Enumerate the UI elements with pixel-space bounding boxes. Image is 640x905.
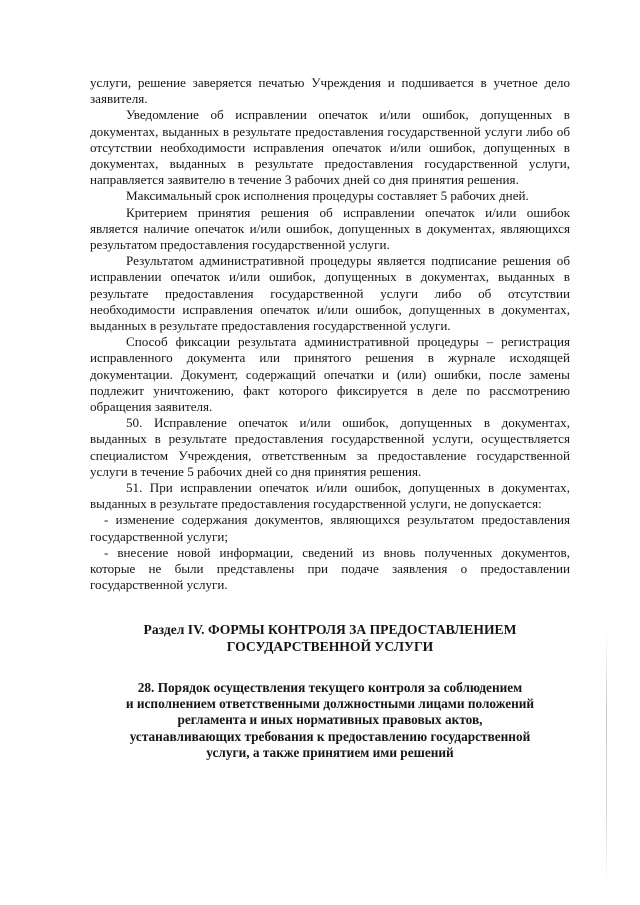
paragraph-continuation: услуги, решение заверяется печатью Учреждения и подшивается в учетное дело заявителя. <box>90 75 570 107</box>
subsection-heading-line: и исполнением ответственными должностными лицами положений <box>125 695 535 711</box>
subsection-heading-line: регламента и иных нормативных правовых актов, <box>177 712 483 728</box>
paragraph-result: Результатом административной процедуры является подписание решения об исправлении опечаток и/или ошибок, допущенных в документах, выданных в результате предоставления государственной услуги либо об отсутствии необходимости исправления опечаток и/или ошибок, допущенных в документах, выданных в результате предоставления государственной услуги. <box>90 253 570 334</box>
paragraph-50: 50. Исправление опечаток и/или ошибок, допущенных в документах, выданных в результате предоставления государственной услуги, осуществляется специалистом Учреждения, ответственным за предоставление государственной услуги в течение 5 рабочих дней со дня принятия решения. <box>90 415 570 479</box>
scan-edge-line <box>606 630 607 890</box>
paragraph-criterion: Критерием принятия решения об исправлении опечаток и/или ошибок является наличие опечаток и/или ошибок, допущенных в документах, являющихся результатом предоставления государственной услуги. <box>90 204 570 253</box>
subsection-heading-line: услуги, а также принятием ими решений <box>206 745 454 761</box>
section-heading-line: ГОСУДАРСТВЕННОЙ УСЛУГИ <box>226 638 434 654</box>
paragraph-fixation: Способ фиксации результата административной процедуры – регистрация исправленного документа или принятого решения в журнале исходящей документации. Документ, содержащий опечатки и (или) ошибки, после замены подлежит уничтожению, факт которого фиксируется в деле по рассмотрению обращения заявителя. <box>90 334 570 415</box>
subsection-heading-line: устанавливающих требования к предоставлению государственной <box>129 728 531 744</box>
paragraph-max-term: Максимальный срок исполнения процедуры составляет 5 рабочих дней. <box>126 188 529 204</box>
section-heading <box>90 621 570 655</box>
paragraph-51: 51. При исправлении опечаток и/или ошибок, допущенных в документах, выданных в результате предоставления государственной услуги, не допускается: <box>90 480 570 512</box>
list-item-new-info: - внесение новой информации, сведений из вновь полученных документов, которые не были представлены при подаче заявления о предоставлении государственной услуги. <box>90 544 570 593</box>
section-heading-line: Раздел IV. ФОРМЫ КОНТРОЛЯ ЗА ПРЕДОСТАВЛЕНИЕМ <box>143 621 517 637</box>
subsection-heading <box>90 680 570 762</box>
document-body <box>90 75 570 762</box>
subsection-heading-line: 28. Порядок осуществления текущего контроля за соблюдением <box>137 679 523 695</box>
list-item-change-content: - изменение содержания документов, являющихся результатом предоставления государственной услуги; <box>90 512 570 544</box>
paragraph-notification: Уведомление об исправлении опечаток и/или ошибок, допущенных в документах, выданных в результате предоставления государственной услуги либо об отсутствии необходимости исправления опечаток и/или ошибок, допущенных в документах, выданных в результате предоставления государственной услуги, направляется заявителю в течение 3 рабочих дней со дня принятия решения. <box>90 107 570 188</box>
